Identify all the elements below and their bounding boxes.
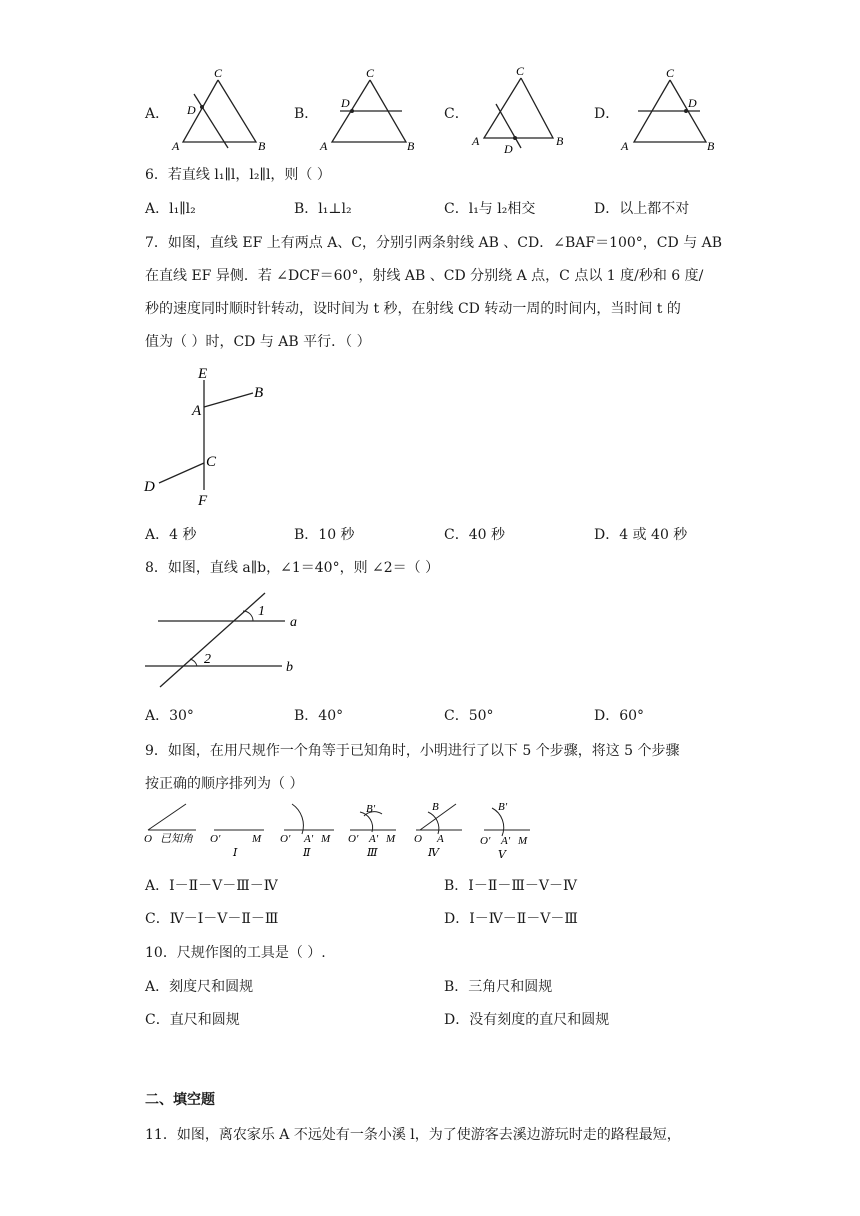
- q7-label-b: B: [254, 385, 264, 401]
- q5c-label-a: A: [472, 134, 480, 148]
- q6-option-b: B．l₁⊥l₂: [294, 201, 352, 217]
- q7-figure: [140, 360, 280, 510]
- q5a-label-d: D: [187, 103, 196, 117]
- q9-s2-label-m: M: [321, 833, 331, 845]
- q9-label-o: O: [144, 833, 152, 845]
- q9-s5-label-b: B′: [498, 801, 508, 813]
- q5c-label-d: D: [504, 142, 513, 156]
- q5-figure-d: [618, 62, 718, 157]
- q8-label-b: b: [286, 660, 293, 675]
- q6-option-a: A．l₁∥l₂: [145, 201, 196, 217]
- q7-stem-line-4: 值为（ ）时，CD 与 AB 平行．（ ）: [145, 334, 371, 350]
- q5d-label-d: D: [688, 96, 697, 110]
- q7-stem-line-2: 在直线 EF 异侧．若 ∠DCF＝60°，射线 AB 、CD 分别绕 A 点，C 点以 1 度/秒和 6 度/: [145, 268, 704, 284]
- q9-s4-label-b: B: [432, 801, 439, 813]
- q7-option-c: C．40 秒: [444, 527, 505, 543]
- q9-s2-label-a: A′: [304, 833, 314, 845]
- q9-s3-label-m: M: [386, 833, 396, 845]
- q9-s4-label-a: A: [437, 833, 444, 845]
- q9-s5-label-a: A′: [501, 835, 511, 847]
- q9-step-5: [480, 801, 530, 861]
- q9-s3-label-a: A′: [369, 833, 379, 845]
- q9-step-1-label: Ⅰ: [233, 847, 238, 859]
- q10-option-a: A．刻度尺和圆规: [145, 979, 254, 995]
- q11-stem: 11．如图，离农家乐 A 不远处有一条小溪 l，为了使游客去溪边游玩时走的路程最短，: [145, 1127, 681, 1143]
- q7-stem-line-1: 7．如图，直线 EF 上有两点 A、C，分别引两条射线 AB 、CD．∠BAF＝100°，CD 与 AB: [145, 235, 723, 251]
- q9-step-2: [280, 804, 334, 859]
- q9-option-c: C．Ⅳ－Ⅰ－Ⅴ－Ⅱ－Ⅲ: [145, 911, 279, 927]
- q10-option-c: C．直尺和圆规: [145, 1012, 240, 1028]
- q5-option-b: B．: [294, 106, 319, 122]
- q5d-label-b: B: [707, 139, 715, 153]
- q9-step-3: [348, 803, 396, 859]
- q9-s2-label-o: O′: [280, 833, 291, 845]
- q9-s1-label-o: O′: [210, 833, 221, 845]
- q9-known-angle: [144, 804, 196, 845]
- q9-step-2-label: Ⅱ: [303, 847, 311, 859]
- q9-steps-figure: [140, 798, 540, 866]
- q9-s5-label-o: O′: [480, 835, 491, 847]
- q5b-label-d: D: [341, 96, 350, 110]
- q9-step-5-label: Ⅴ: [498, 849, 506, 861]
- q9-option-d: D．Ⅰ－Ⅳ－Ⅱ－Ⅴ－Ⅲ: [444, 911, 578, 927]
- q9-step-4: [414, 801, 462, 859]
- q9-option-b: B．Ⅰ－Ⅱ－Ⅲ－Ⅴ－Ⅳ: [444, 878, 577, 894]
- q8-option-a: A．30°: [145, 708, 194, 724]
- q5-figure-c: [466, 62, 576, 157]
- q5-option-c: C．: [444, 106, 469, 122]
- q9-s3-label-o: O′: [348, 833, 359, 845]
- q9-s4-label-o: O: [414, 833, 422, 845]
- q7-label-f: F: [198, 493, 208, 509]
- q9-s1-label-m: M: [252, 833, 262, 845]
- q5b-label-a: A: [320, 139, 328, 153]
- q5-option-a: A．: [145, 106, 170, 122]
- q10-option-d: D．没有刻度的直尺和圆规: [444, 1012, 610, 1028]
- q8-option-c: C．50°: [444, 708, 494, 724]
- q9-option-a: A．Ⅰ－Ⅱ－Ⅴ－Ⅲ－Ⅳ: [145, 878, 278, 894]
- q9-s5-label-m: M: [518, 835, 528, 847]
- q5d-label-c: C: [666, 66, 675, 80]
- q9-step-3-label: Ⅲ: [367, 847, 378, 859]
- q6-option-c: C．l₁与 l₂相交: [444, 201, 536, 217]
- q9-step-4-label: Ⅳ: [428, 847, 439, 859]
- q7-label-c: C: [206, 454, 217, 470]
- q7-option-d: D．4 或 40 秒: [594, 527, 688, 543]
- q10-option-b: B．三角尺和圆规: [444, 979, 553, 995]
- q5d-label-a: A: [621, 139, 629, 153]
- q9-stem-line-1: 9．如图，在用尺规作一个角等于已知角时，小明进行了以下 5 个步骤，将这 5 个步骤: [145, 743, 680, 759]
- q5c-label-c: C: [516, 64, 525, 78]
- q5b-label-c: C: [366, 66, 375, 80]
- q8-stem: 8．如图，直线 a∥b，∠1＝40°，则 ∠2＝（ ）: [145, 560, 440, 576]
- q6-stem: 6．若直线 l₁∥l，l₂∥l，则（ ）: [145, 167, 331, 183]
- q9-stem-line-2: 按正确的顺序排列为（ ）: [145, 776, 304, 792]
- q5-option-d: D．: [594, 106, 620, 122]
- q7-option-a: A．4 秒: [145, 527, 197, 543]
- q9-s3-label-b: B′: [366, 803, 376, 815]
- q10-stem: 10．尺规作图的工具是（ ）.: [145, 945, 326, 961]
- q5-figure-a: [168, 62, 268, 157]
- q7-label-e: E: [198, 366, 208, 382]
- q7-option-b: B．10 秒: [294, 527, 355, 543]
- q5c-label-b: B: [556, 134, 564, 148]
- section-title-fill-in: 二、填空题: [145, 1092, 215, 1108]
- q5-figure-b: [318, 62, 418, 157]
- q9-step-1: [210, 830, 264, 859]
- q8-option-b: B．40°: [294, 708, 344, 724]
- q7-label-a: A: [192, 403, 202, 419]
- q5a-label-a: A: [172, 139, 180, 153]
- q8-option-d: D．60°: [594, 708, 645, 724]
- q8-figure: [140, 585, 320, 695]
- q9-label-known: 已知角: [160, 833, 193, 845]
- q5b-label-b: B: [407, 139, 415, 153]
- q7-label-d: D: [144, 479, 155, 495]
- q6-option-d: D．以上都不对: [594, 201, 690, 217]
- q5a-label-b: B: [258, 139, 266, 153]
- q8-label-angle-1: 1: [258, 604, 265, 619]
- q8-label-angle-2: 2: [204, 652, 211, 667]
- q7-stem-line-3: 秒的速度同时顺时针转动，设时间为 t 秒，在射线 CD 转动一周的时间内，当时间 t 的: [145, 301, 681, 317]
- q8-label-a: a: [290, 615, 297, 630]
- q5a-label-c: C: [214, 66, 223, 80]
